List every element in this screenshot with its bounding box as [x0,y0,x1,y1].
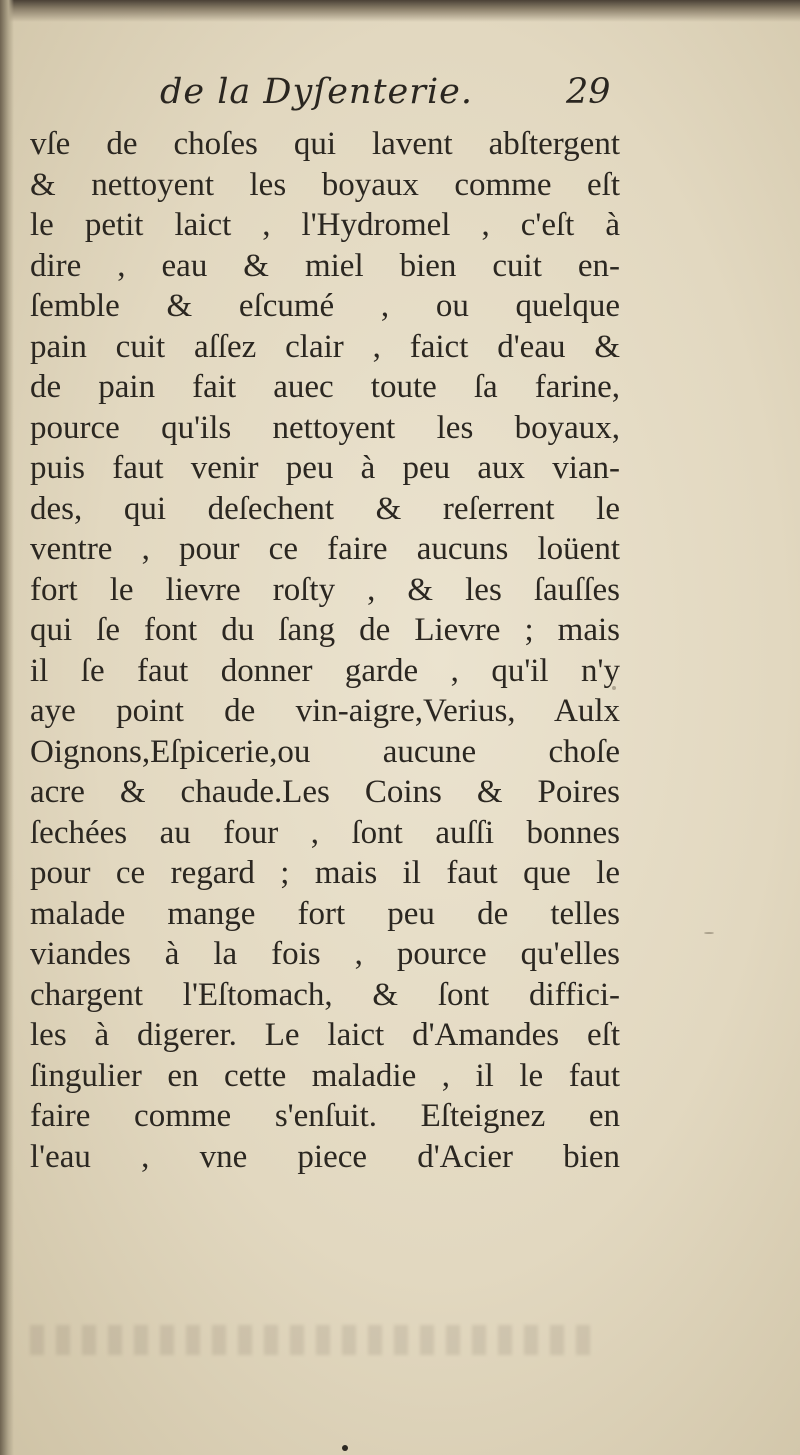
paper-speck [612,686,616,690]
text-line: pour ce regard ; mais il faut que le [30,855,620,891]
text-line: malade mange fort peu de telles [30,895,620,932]
text-line: puis faut venir peu à peu aux vian- [30,450,620,486]
text-line: faire comme s'enſuit. Eſteignez en [30,1098,620,1134]
text-line: ſingulier en cette maladie , il le faut [30,1057,620,1094]
paper-speck [704,932,714,934]
text-line: l'eau , vne piece d'Acier bien [30,1138,620,1175]
page-gutter-edge [0,0,14,1455]
page-top-edge [0,0,800,22]
text-line: les à digerer. Le laict d'Amandes eſt [30,1017,620,1053]
text-line: pain cuit aſſez clair , faict d'eau & [30,328,620,365]
text-line: des, qui deſechent & reſerrent le [30,490,620,527]
text-line: de pain fait auec toute ſa farine, [30,369,620,405]
text-line: ſechées au four , ſont auſſi bonnes [30,814,620,851]
text-line: viandes à la fois , pource qu'elles [30,936,620,972]
text-line: qui ſe font du ſang de Lievre ; mais [30,612,620,648]
signature-mark [342,1445,348,1451]
text-line: acre & chaude.Les Coins & Poires [30,774,620,810]
text-line: & nettoyent les boyaux comme eſt [30,166,620,203]
body-text [30,124,620,1177]
bleed-through-text [30,1325,590,1355]
text-line: fort le lievre roſty , & les ſauſſes [30,571,620,608]
running-head-title: de la Dyſenterie. [160,72,474,112]
text-line: le petit laict , l'Hydromel , c'eſt à [30,207,620,243]
text-line: vſe de choſes qui lavent abſtergent [30,126,620,162]
text-line: ventre , pour ce faire aucuns loüent [30,531,620,567]
text-line: pource qu'ils nettoyent les boyaux, [30,409,620,446]
text-line: dire , eau & miel bien cuit en- [30,247,620,284]
text-line: Oignons,Eſpicerie,ou aucune choſe [30,733,620,770]
text-line: chargent l'Eſtomach, & ſont diffici- [30,976,620,1013]
text-line: ſemble & eſcumé , ou quelque [30,288,620,324]
text-line: aye point de vin-aigre,Verius, Aulx [30,693,620,729]
running-head [0,72,800,122]
text-line: il ſe faut donner garde , qu'il n'y [30,652,620,689]
page-number: 29 [566,72,611,112]
